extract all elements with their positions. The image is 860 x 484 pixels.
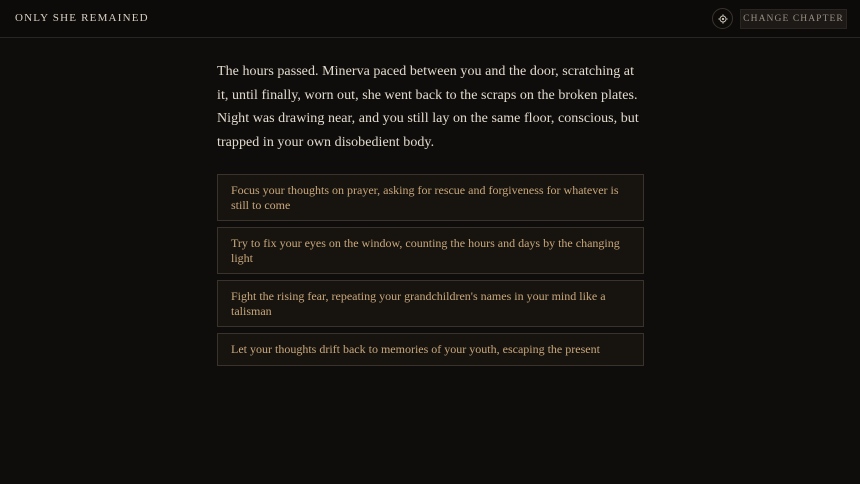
choice-list	[217, 174, 644, 366]
choice-button[interactable]: Fight the rising fear, repeating your grandchildren's names in your mind like a talisman	[217, 280, 644, 327]
choice-button[interactable]: Try to fix your eyes on the window, counting the hours and days by the changing light	[217, 227, 644, 274]
app-title: ONLY SHE REMAINED	[15, 12, 149, 24]
settings-button[interactable]	[712, 8, 733, 29]
story-panel	[217, 60, 644, 366]
choice-button[interactable]: Let your thoughts drift back to memories of your youth, escaping the present	[217, 333, 644, 366]
choice-button[interactable]: Focus your thoughts on prayer, asking for rescue and forgiveness for whatever is still to come	[217, 174, 644, 221]
change-chapter-button[interactable]: CHANGE CHAPTER	[740, 9, 847, 29]
gear-icon	[718, 9, 728, 28]
top-bar	[0, 0, 860, 38]
narrative-text: The hours passed. Minerva paced between you and the door, scratching at it, until finally, worn out, she went back to the scraps on the broken plates. Night was drawing near, and you still lay on the same floor, conscious, but trapped in your own disobedient body.	[217, 64, 639, 150]
